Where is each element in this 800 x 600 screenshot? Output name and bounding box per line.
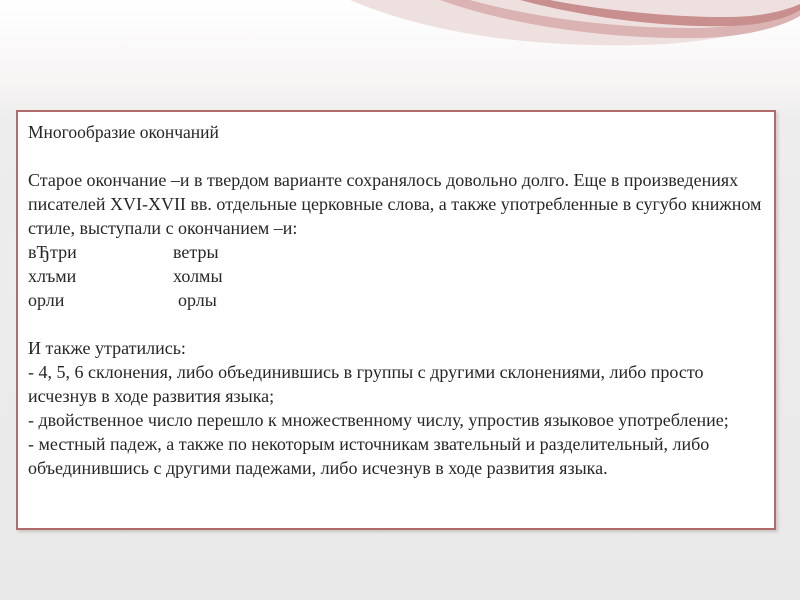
spacer xyxy=(28,144,764,168)
example-modern-form: холмы xyxy=(173,266,223,286)
example-modern-form: орлы xyxy=(178,290,217,310)
paragraph-2-intro: И также утратились: xyxy=(28,338,186,358)
example-row xyxy=(28,288,764,312)
example-old-form: орли xyxy=(28,290,65,310)
slide-heading: Многообразие окончаний xyxy=(28,122,219,142)
example-modern-form: ветры xyxy=(173,242,219,262)
example-old-form: хлъми xyxy=(28,266,77,286)
decorative-header-waves xyxy=(0,0,800,110)
bullet-item: - двойственное число перешло к множественному числу, упростив языковое употребление; xyxy=(28,410,729,430)
content-box xyxy=(16,110,776,530)
example-old-form: вЂтри xyxy=(28,242,77,262)
bullet-item: - местный падеж, а также по некоторым источникам звательный и разделительный, либо объединившись с другими падежами, либо исчезнув в ходе развития языка. xyxy=(28,434,710,478)
bullet-item: - 4, 5, 6 склонения, либо объединившись в группы с другими склонениями, либо просто исчезнув в ходе развития языка; xyxy=(28,362,704,406)
example-row xyxy=(28,240,764,264)
example-row xyxy=(28,264,764,288)
paragraph-1: Старое окончание –и в твердом варианте сохранялось довольно долго. Еще в произведениях писателей XVI-XVII вв. отдельные церковные слова, а также употребленные в сугубо книжном стиле, выступали с окончанием –и: xyxy=(28,170,762,238)
spacer xyxy=(28,312,764,336)
